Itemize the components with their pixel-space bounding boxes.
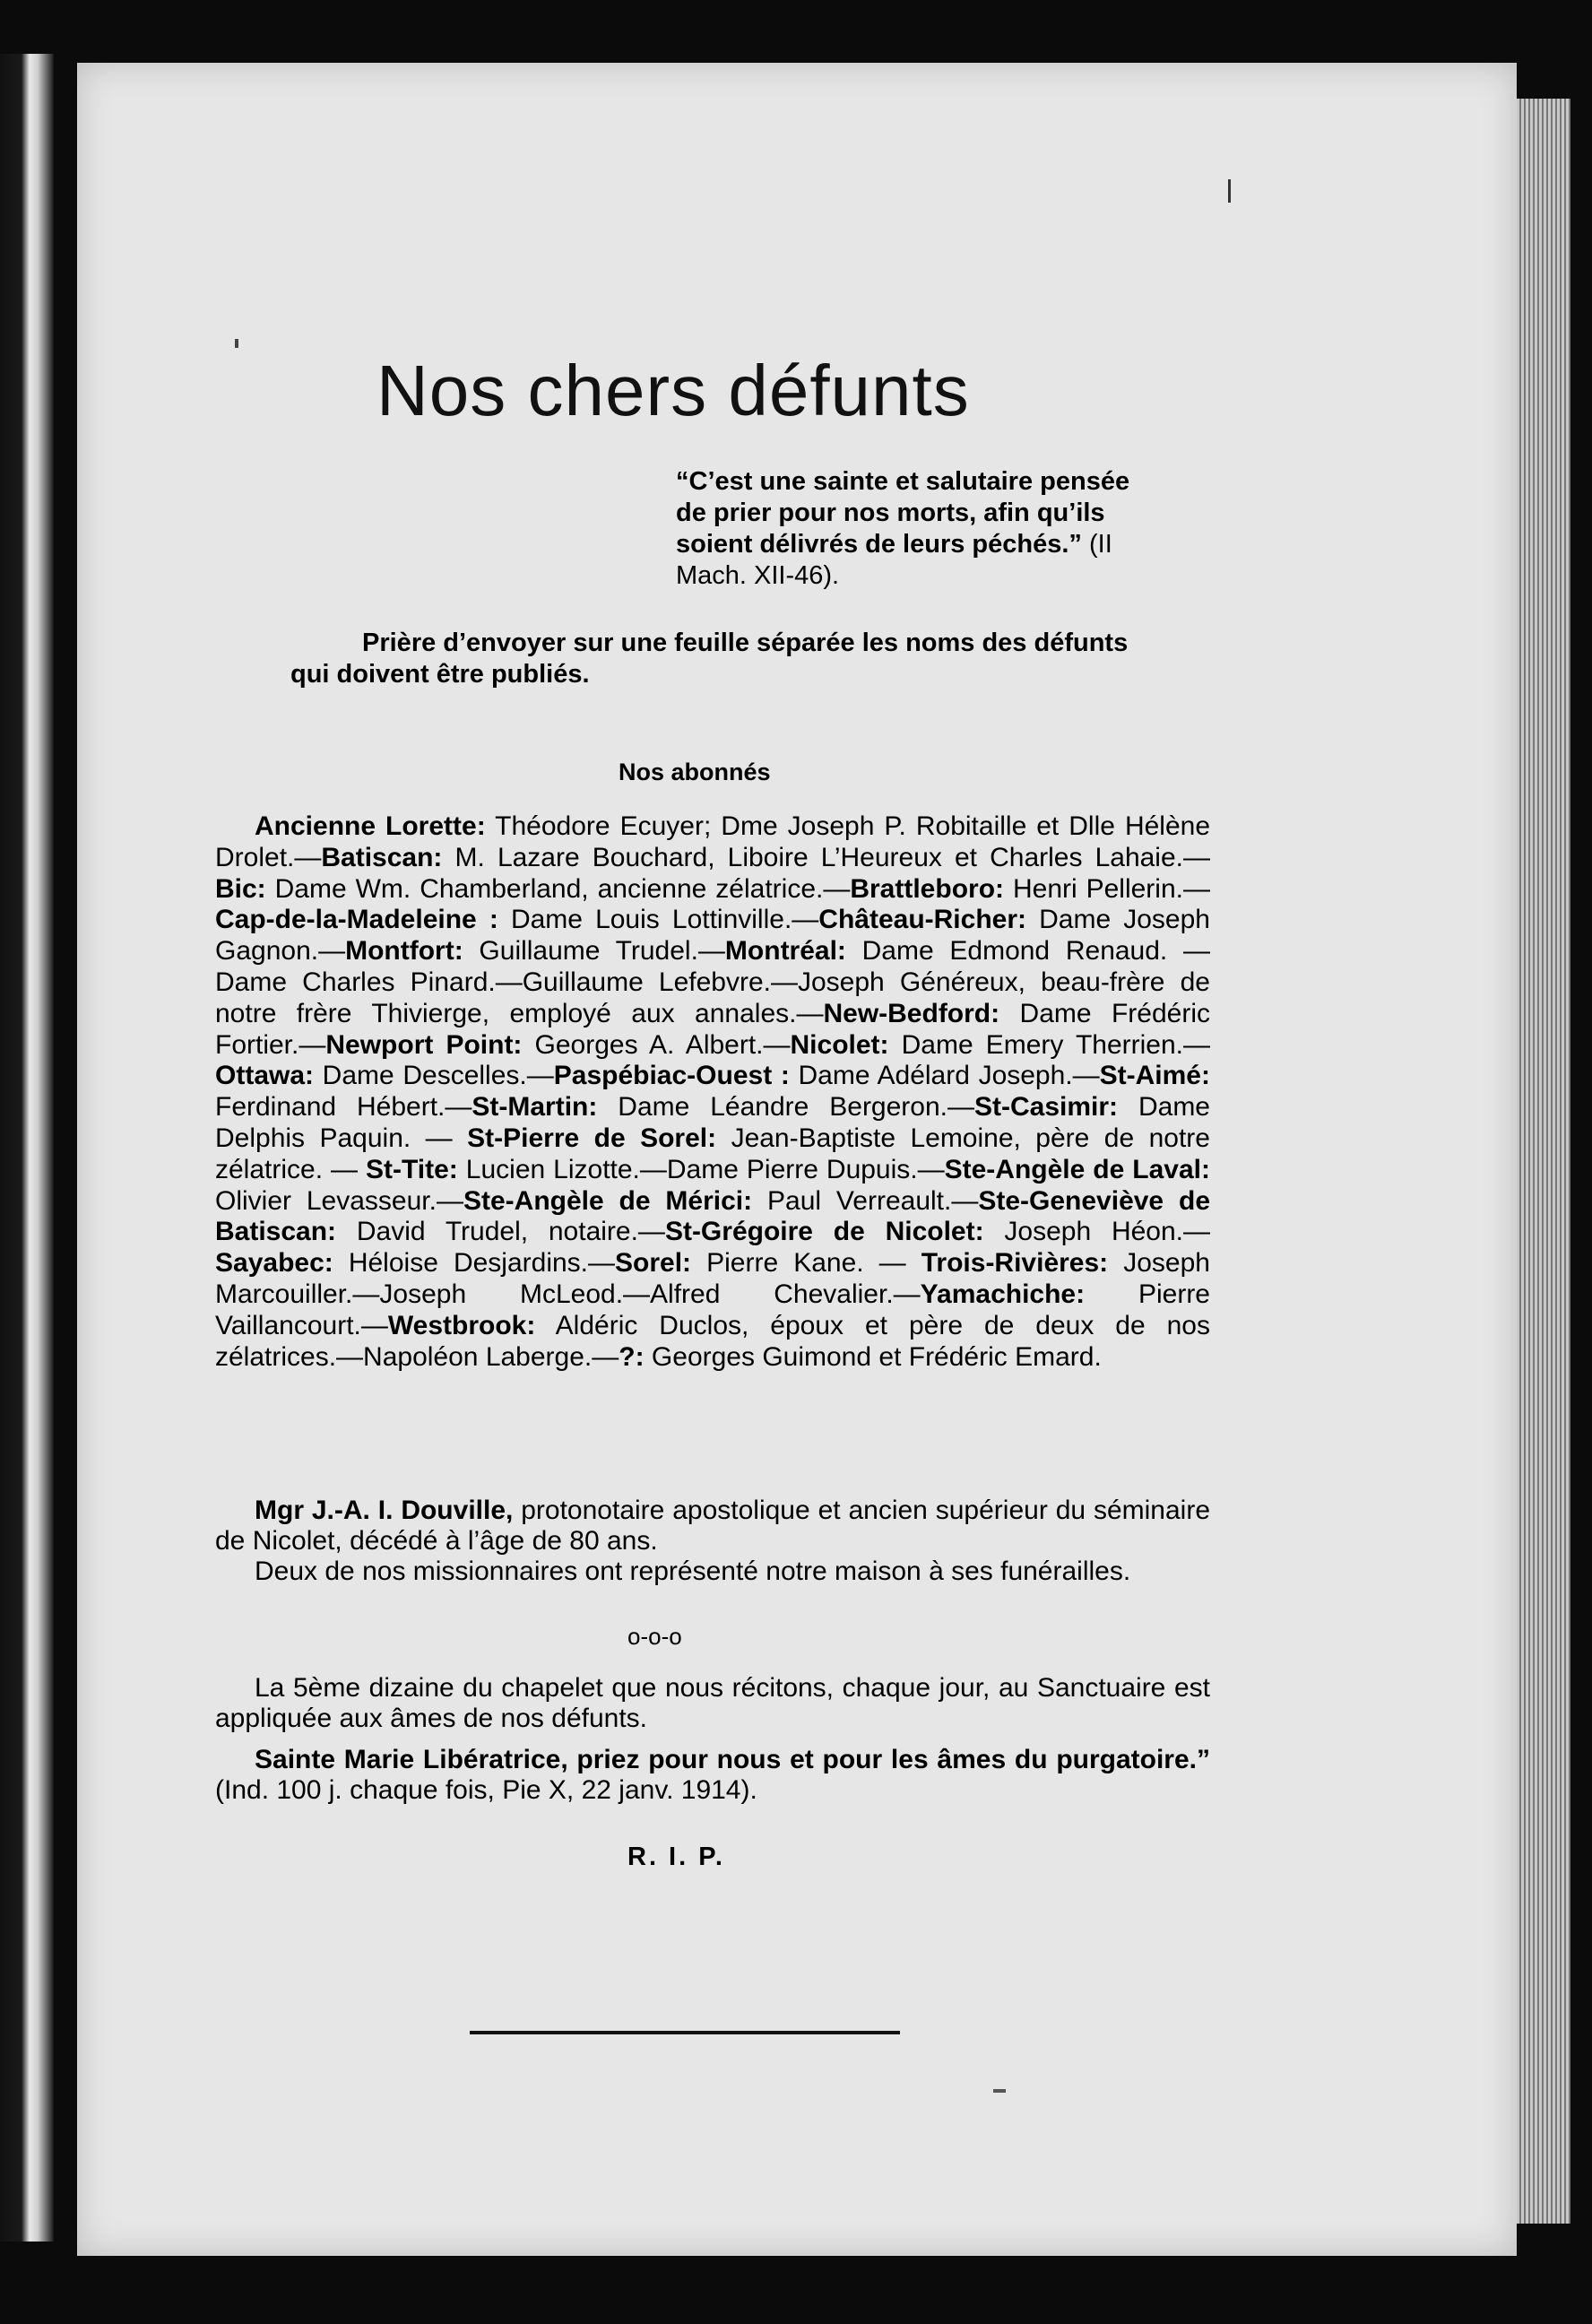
subscriber-names: Théodore Ecuyer; Dme Joseph P. Robitaille et Dlle Hélène Drolet.— xyxy=(215,811,1211,872)
subscriber-names: Dame Adélard Joseph.— xyxy=(798,1061,1100,1091)
subscriber-place: Ottawa: xyxy=(215,1061,315,1091)
epigraph-reference: (II Mach. XII-46). xyxy=(676,530,1112,590)
subscriber-names: M. Lazare Bouchard, Liboire L’Heureux et Charles Lahaie.— xyxy=(454,842,1210,872)
subscriber-place: Ste-Angèle de Laval: xyxy=(944,1154,1210,1184)
subscriber-names: Ferdinand Hébert.— xyxy=(215,1092,472,1123)
subscriber-place: Montfort: xyxy=(345,936,463,967)
douville-name: Mgr J.-A. I. Douville, xyxy=(255,1496,514,1525)
subscriber-names: Héloise Desjardins.— xyxy=(348,1248,616,1279)
section-heading: Nos abonnés xyxy=(619,759,771,785)
closing-prayer-paragraph xyxy=(215,1745,1210,1806)
left-page-edge xyxy=(0,54,54,2242)
subscriber-place: Westbrook: xyxy=(387,1310,536,1340)
subscriber-place: Sorel: xyxy=(615,1248,692,1279)
subscriber-place: Nicolet: xyxy=(790,1029,889,1060)
rip: R. I. P. xyxy=(627,1843,725,1871)
subscriber-place: St-Martin: xyxy=(472,1092,598,1123)
subscriber-place: Newport Point: xyxy=(325,1029,523,1060)
ink-speck xyxy=(993,2089,1006,2093)
subscriber-place: St-Pierre de Sorel: xyxy=(467,1123,717,1153)
subscriber-place: Trois-Rivières: xyxy=(921,1248,1109,1279)
subscriber-names: Dame Joseph Gagnon.— xyxy=(215,905,1210,967)
subscriber-place: Bic: xyxy=(215,873,266,904)
subscriber-names: Lucien Lizotte.—Dame Pierre Dupuis.— xyxy=(465,1154,945,1184)
subscriber-names: Joseph Marcouiller.—Joseph McLeod.—Alfred Chevalier.— xyxy=(215,1248,1210,1309)
subscriber-names: Dame Wm. Chamberland, ancienne zélatrice.— xyxy=(274,873,851,904)
bottom-rule xyxy=(470,2031,900,2034)
epigraph-quote: “C’est une sainte et salutaire pensée de prier pour nos morts, afin qu’ils soient délivrés de leurs péchés.” xyxy=(676,467,1130,559)
page-stack-edge xyxy=(1517,99,1570,2224)
subscriber-names: Jean-Baptiste Lemoine, père de notre zélatrice. — xyxy=(215,1123,1210,1184)
subscriber-names: Dame Edmond Renaud. — Dame Charles Pinard.—Guillaume Lefebvre.—Joseph Généreux, beau-frère de notre frère Thivierge, employé aux annales.— xyxy=(215,936,1210,1028)
subscriber-names: Pierre Kane. — xyxy=(706,1248,921,1279)
subscribers-list xyxy=(215,811,1210,1373)
subscriber-place: New-Bedford: xyxy=(823,998,1000,1028)
subscriber-names: Aldéric Duclos, époux et père de deux de nos zélatrices.—Napoléon Laberge.— xyxy=(215,1310,1210,1372)
closing-section xyxy=(215,1673,1210,1817)
closing-indulgence: (Ind. 100 j. chaque fois, Pie X, 22 janv. 1914). xyxy=(215,1775,757,1805)
ink-speck xyxy=(1228,179,1231,203)
separator: o-o-o xyxy=(627,1623,682,1650)
subscriber-place: Ste-Angèle de Mérici: xyxy=(463,1185,753,1216)
douville-second: Deux de nos missionnaires ont représenté notre maison à ses funérailles. xyxy=(255,1557,1131,1586)
subscriber-place: Montréal: xyxy=(724,936,846,967)
subscriber-place: Cap-de-la-Madeleine : xyxy=(215,905,498,935)
epigraph xyxy=(676,466,1160,592)
douville-text: protonotaire apostolique et ancien supérieur du séminaire de Nicolet, décédé à l’âge de 80 ans. xyxy=(215,1496,1210,1556)
closing-prayer: Sainte Marie Libératrice, priez pour nous et pour les âmes du purgatoire.” xyxy=(255,1745,1210,1774)
subscriber-place: Yamachiche: xyxy=(920,1279,1086,1309)
ink-speck xyxy=(235,339,238,348)
subscriber-place: Ste-Geneviève de Batiscan: xyxy=(215,1185,1211,1247)
page-title: Nos chers défunts xyxy=(376,351,970,430)
subscriber-names: Pierre Vaillancourt.— xyxy=(215,1279,1210,1340)
closing-line: La 5ème dizaine du chapelet que nous récitons, chaque jour, au Sanctuaire est appliquée aux âmes de nos défunts. xyxy=(215,1673,1210,1733)
subscriber-place: Brattleboro: xyxy=(850,873,1005,904)
subscriber-place: St-Grégoire de Nicolet: xyxy=(664,1217,984,1247)
subscriber-names: Paul Verreault.— xyxy=(767,1185,979,1216)
request-note: Prière d’envoyer sur une feuille séparée les noms des défunts qui doivent être publiés. xyxy=(290,629,1129,689)
subscriber-names: Guillaume Trudel.— xyxy=(479,936,725,967)
subscriber-names: Henri Pellerin.— xyxy=(1012,873,1210,904)
subscriber-place: Château-Richer: xyxy=(818,905,1027,935)
subscriber-place: Sayabec: xyxy=(215,1248,333,1279)
subscriber-names: Dame Louis Lottinville.— xyxy=(510,905,819,935)
subscriber-names: Dame Léandre Bergeron.— xyxy=(618,1092,974,1123)
subscriber-names: Joseph Héon.— xyxy=(1004,1217,1210,1247)
subscriber-names: Georges Guimond et Frédéric Emard. xyxy=(651,1341,1102,1372)
subscriber-place: Ancienne Lorette: xyxy=(255,811,486,841)
subscriber-names: Georges A. Albert.— xyxy=(534,1029,791,1060)
subscriber-place: St-Aimé: xyxy=(1099,1061,1210,1091)
subscriber-place: St-Tite: xyxy=(366,1154,458,1184)
douville-paragraph xyxy=(215,1496,1210,1557)
subscriber-place: Batiscan: xyxy=(321,842,443,872)
subscriber-names: Dame Emery Therrien.— xyxy=(901,1029,1211,1060)
subscriber-names: Dame Frédéric Fortier.— xyxy=(215,998,1211,1060)
subscriber-place: Paspébiac-Ouest : xyxy=(553,1061,790,1091)
subscriber-names: David Trudel, notaire.— xyxy=(356,1217,665,1247)
subscriber-place: ?: xyxy=(619,1341,645,1372)
douville-notice xyxy=(215,1496,1210,1587)
subscriber-names: Olivier Levasseur.— xyxy=(215,1185,463,1216)
subscriber-names: Dame Delphis Paquin. — xyxy=(215,1092,1210,1153)
subscriber-names: Dame Descelles.— xyxy=(322,1061,554,1091)
subscriber-place: St-Casimir: xyxy=(974,1092,1119,1123)
